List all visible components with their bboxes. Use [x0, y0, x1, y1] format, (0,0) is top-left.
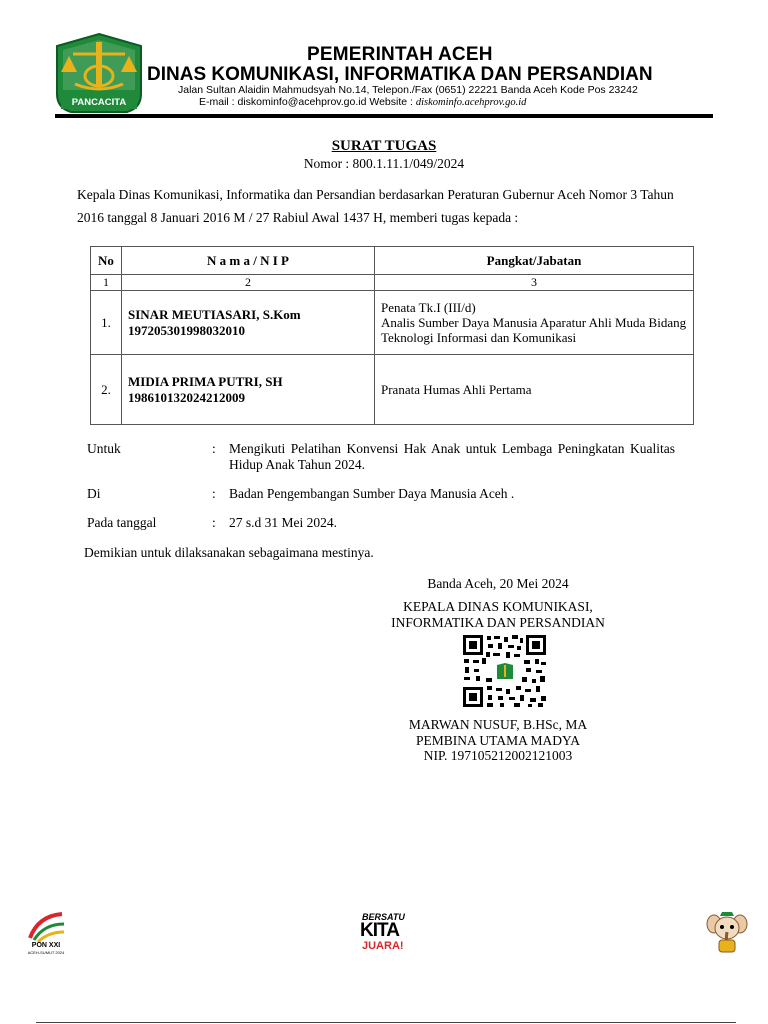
row-name-nip	[122, 291, 375, 355]
signature-place-date: Banda Aceh, 20 Mei 2024	[427, 576, 569, 591]
letterhead-divider	[55, 114, 713, 118]
signatory-nip: NIP. 197105212002121003	[423, 748, 573, 763]
header-nama-nip: N a m a / N I P	[122, 247, 375, 275]
bersatu-kita-juara-logo	[360, 910, 410, 956]
document-title: SURAT TUGAS	[331, 138, 437, 154]
row-jabatan: Analis Sumber Daya Manusia Aparatur Ahli Muda Bidang Teknologi Informasi dan Komunikasi	[381, 315, 687, 345]
header-no: No	[91, 247, 122, 275]
row-pangkat-jabatan	[375, 291, 694, 355]
di-value: Badan Pengembangan Sumber Daya Manusia Aceh .	[229, 486, 515, 501]
signatory-name: MARWAN NUSUF, B.HSc, MA	[408, 717, 588, 732]
signatory-rank: PEMBINA UTAMA MADYA	[416, 733, 580, 748]
qr-code-image	[462, 634, 547, 708]
letterhead-government: PEMERINTAH ACEH	[307, 44, 493, 65]
tanggal-value: 27 s.d 31 Mei 2024.	[229, 515, 337, 530]
row-name-nip	[122, 355, 375, 425]
row-pangkat: Penata Tk.I (III/d)	[381, 300, 476, 315]
tanggal-colon: :	[212, 515, 216, 530]
row-name: MIDIA PRIMA PUTRI, SH	[128, 373, 283, 389]
logo-text: PANCACITA	[71, 97, 127, 108]
row-number: 1.	[91, 291, 122, 355]
row-name: SINAR MEUTIASARI, S.Kom	[128, 306, 301, 322]
letterhead-address: Jalan Sultan Alaidin Mahmudsyah No.14, Telepon./Fax (0651) 22221 Banda Aceh Kode Pos 23242	[178, 84, 638, 96]
footer-divider	[36, 1022, 736, 1023]
letterhead-agency: DINAS KOMUNIKASI, INFORMATIKA DAN PERSANDIAN	[147, 64, 653, 85]
table-row	[91, 355, 694, 425]
tanggal-label: Pada tanggal	[87, 515, 157, 530]
row-jabatan: Pranata Humas Ahli Pertama	[381, 381, 532, 397]
pon-xxi-subtext: ACEH-SUMUT 2024	[27, 950, 65, 955]
pon-xxi-text: PON XXI	[31, 942, 61, 949]
row-nip: 198610132024212009	[128, 389, 245, 405]
letterhead-contact	[199, 96, 526, 108]
row-nip: 197205301998032010	[128, 322, 245, 338]
closing-statement: Demikian untuk dilaksanakan sebagaimana mestinya.	[84, 545, 374, 560]
untuk-colon: :	[212, 441, 216, 456]
slogan-middle: KITA	[360, 920, 399, 941]
row-number: 2.	[91, 355, 122, 425]
intro-paragraph: Kepala Dinas Komunikasi, Informatika dan Persandian berdasarkan Peraturan Gubernur Aceh Nomor 3 Tahun 2016 tanggal 8 Januari 2016 M / 27 Rabiul Awal 1437 H, memberi tugas kepada :	[77, 187, 674, 225]
table-row	[91, 291, 694, 355]
column-number-2: 2	[122, 275, 375, 291]
untuk-label: Untuk	[87, 441, 121, 456]
letterhead-email: E-mail : diskominfo@acehprov.go.id Website :	[199, 96, 416, 108]
signature-position-line2: INFORMATIKA DAN PERSANDIAN	[391, 615, 605, 630]
slogan-bottom: JUARA!	[362, 940, 404, 952]
signature-position-line1: KEPALA DINAS KOMUNIKASI,	[403, 599, 593, 614]
column-number-3: 3	[375, 275, 694, 291]
pon-xxi-logo	[24, 910, 68, 960]
row-pangkat-jabatan	[375, 355, 694, 425]
column-number-1: 1	[91, 275, 122, 291]
document-number: Nomor : 800.1.11.1/049/2024	[303, 156, 465, 171]
header-pangkat-jabatan: Pangkat/Jabatan	[375, 247, 694, 275]
slogan-top: BERSATU	[362, 912, 405, 922]
mascot-illustration	[706, 910, 748, 954]
di-label: Di	[87, 486, 101, 501]
di-colon: :	[212, 486, 216, 501]
pancacita-logo	[55, 32, 143, 114]
letterhead-website: diskominfo.acehprov.go.id	[415, 97, 527, 108]
assignee-table	[90, 246, 694, 425]
untuk-value: Mengikuti Pelatihan Konvensi Hak Anak untuk Lembaga Peningkatan Kualitas Hidup Anak Tahun 2024.	[229, 441, 675, 472]
